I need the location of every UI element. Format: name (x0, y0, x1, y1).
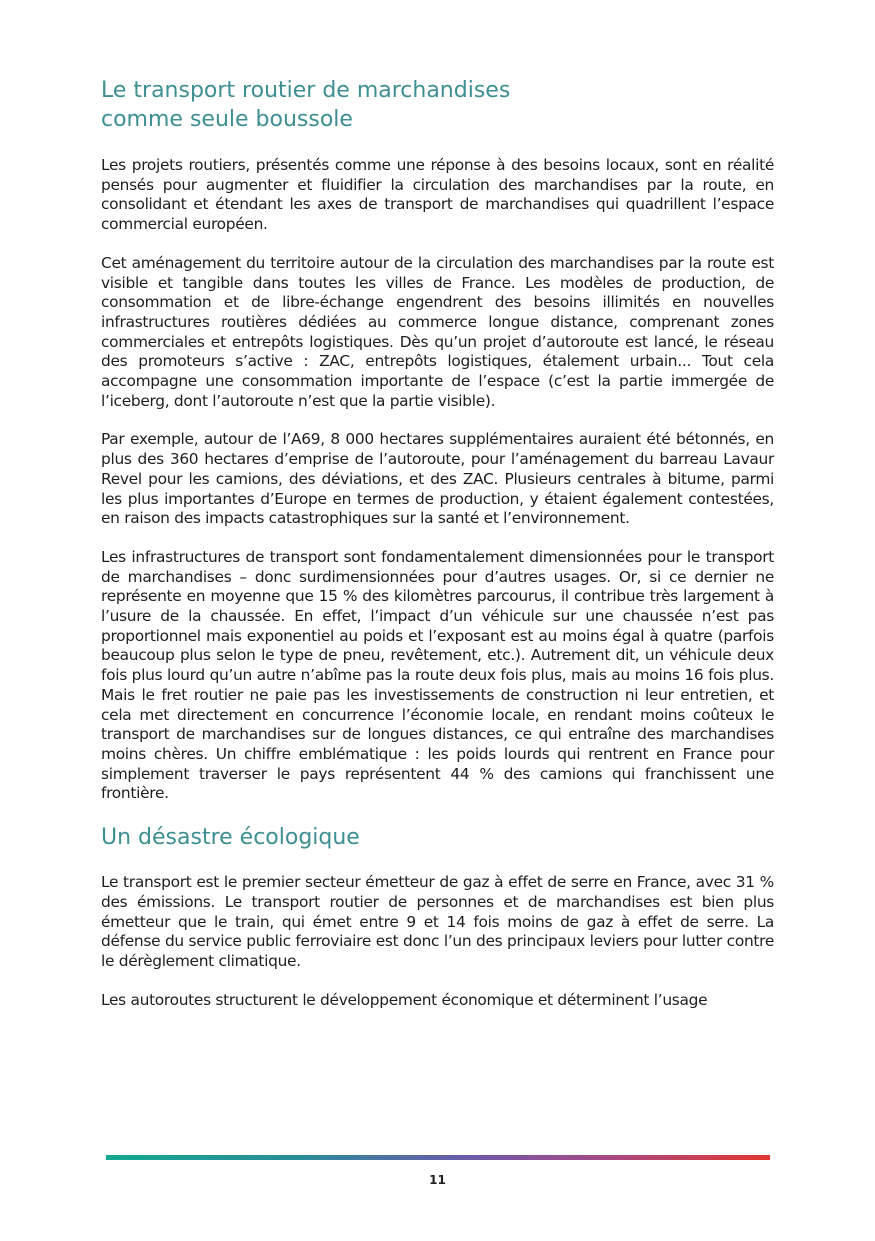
paragraph: Les autoroutes structurent le développement économique et déterminent l’usage (101, 990, 708, 1009)
document-page (101, 76, 774, 1029)
paragraph: Par exemple, autour de l’A69, 8 000 hectares supplémentaires auraient été bétonnés, en plus des 360 hectares d’emprise de l’autoroute, pour l’aménagement du barreau Lavaur Revel pour les camions, des déviations, et des ZAC. Plusieurs centrales à bitume, parmi les plus importantes d’Europe en termes de production, y étaient également contestées, en raison des impacts catastrophiques sur la santé et l’environnement. (101, 430, 774, 528)
paragraph: Les infrastructures de transport sont fondamentalement dimensionnées pour le transport de marchandises – donc surdimensionnées pour d’autres usages. Or, si ce dernier ne représente en moyenne que 15 % des kilomètres parcourus, il contribue très largement à l’usure de la chaussée. En effet, l’impact d’un véhicule sur une chaussée n’est pas proportionnel mais exponentiel au poids et l’exposant est au moins égal à quatre (parfois beaucoup plus selon le type de pneu, revêtement, etc.). Autrement dit, un véhicule deux fois plus lourd qu’un autre n’abîme pas la route deux fois plus, mais au moins 16 fois plus. Mais le fret routier ne paie pas les investissements de construction ni leur entretien, et cela met directement en concurrence l’économie locale, en rendant moins coûteux le transport de marchandises sur de longues distances, ce qui entraîne des marchandises moins chères. Un chiffre emblématique : les poids lourds qui rentrent en France pour simplement traverser le pays représentent 44 % des camions qui franchissent une frontière. (101, 547, 774, 803)
paragraph: Cet aménagement du territoire autour de la circulation des marchandises par la route est visible et tangible dans toutes les villes de France. Les modèles de production, de consommation et de libre-échange engendrent des besoins illimités en nouvelles infrastructures routières dédiées au commerce longue distance, comprenant zones commerciales et entrepôts logistiques. Dès qu’un projet d’autoroute est lancé, le réseau des promoteurs s’active : ZAC, entrepôts logistiques, étalement urbain... Tout cela accompagne une consommation importante de l’espace (c’est la partie immergée de l’iceberg, dont l’autoroute n’est que la partie visible). (101, 253, 774, 410)
paragraph: Le transport est le premier secteur émetteur de gaz à effet de serre en France, avec 31 % des émissions. Le transport routier de personnes et de marchandises est bien plus émetteur que le train, qui émet entre 9 et 14 fois moins de gaz à effet de serre. La défense du service public ferroviaire est donc l’un des principaux leviers pour lutter contre le dérèglement climatique. (101, 873, 774, 970)
footer-gradient-bar (106, 1155, 770, 1160)
section-heading-transport (101, 76, 774, 134)
page-number: 11 (429, 1173, 446, 1187)
heading-line-2: comme seule boussole (101, 107, 353, 132)
heading-line-1: Le transport routier de marchandises (101, 78, 511, 103)
paragraph: Les projets routiers, présentés comme une réponse à des besoins locaux, sont en réalité pensés pour augmenter et fluidifier la circulation des marchandises par la route, en consolidant et étendant les axes de transport de marchandises qui quadrillent l’espace commercial européen. (101, 156, 774, 234)
section-heading-ecologie: Un désastre écologique (101, 825, 360, 851)
